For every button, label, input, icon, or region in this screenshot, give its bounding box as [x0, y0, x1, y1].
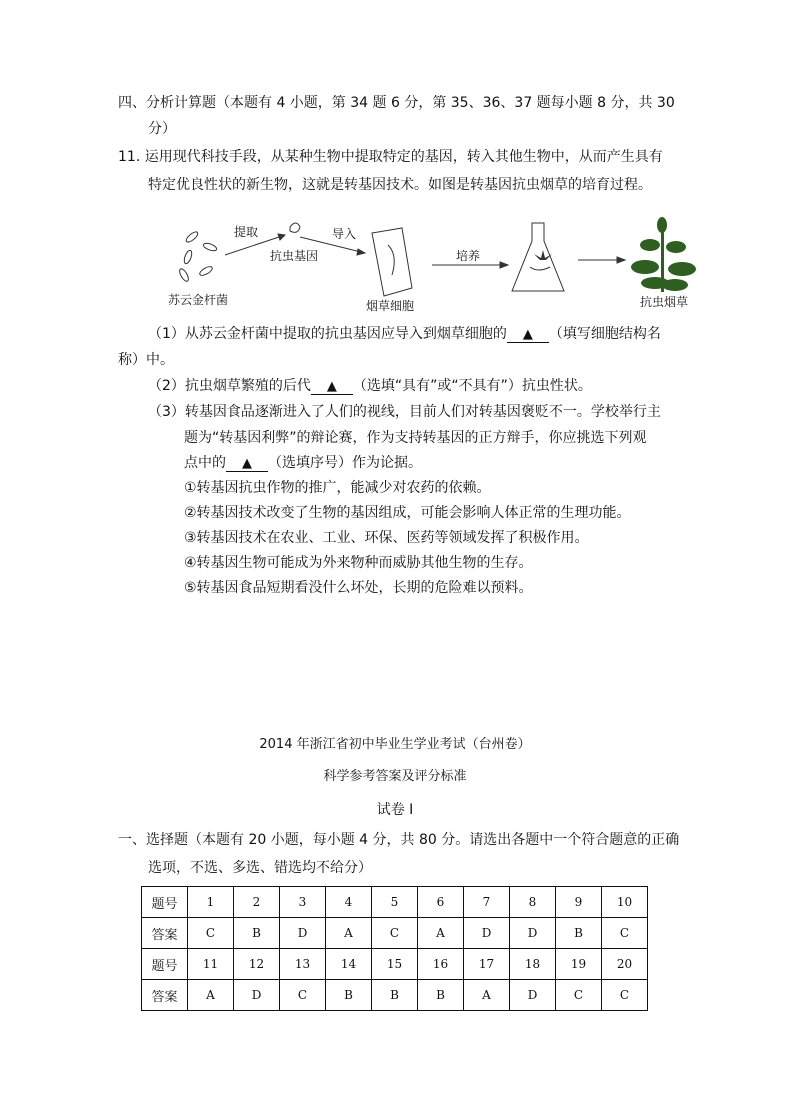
table-cell: 5: [372, 887, 418, 918]
transgenic-diagram: [0, 205, 790, 315]
table-cell: D: [464, 918, 510, 949]
table-cell: 16: [418, 949, 464, 980]
table-cell: A: [418, 918, 464, 949]
table-cell: C: [188, 918, 234, 949]
table-cell: 4: [326, 887, 372, 918]
table-cell: D: [510, 980, 556, 1011]
table-row: [142, 918, 648, 949]
table-cell: 17: [464, 949, 510, 980]
table-cell: 10: [602, 887, 648, 918]
table-cell: 8: [510, 887, 556, 918]
table-cell: B: [418, 980, 464, 1011]
section4-heading: 四、分析计算题（本题有 4 小题，第 34 题 6 分，第 35、36、37 题每小题 8 分，共 30: [118, 95, 675, 111]
row-header: 答案: [142, 980, 188, 1011]
option: ④转基因生物可能成为外来物种而威胁其他生物的生存。: [184, 555, 533, 571]
option: ⑤转基因食品短期看没什么坏处，长期的危险难以预料。: [184, 580, 533, 596]
label-plant: 抗虫烟草: [640, 295, 689, 309]
table-cell: C: [602, 980, 648, 1011]
table-cell: 2: [234, 887, 280, 918]
table-cell: D: [280, 918, 326, 949]
q3-text-d: （选填序号）作为论据。: [268, 455, 422, 471]
table-cell: D: [234, 980, 280, 1011]
section1-heading-cont: 选项，不选、多选、错选均不给分）: [148, 860, 372, 876]
section1-heading: 一、选择题（本题有 20 小题，每小题 4 分，共 80 分。请选出各题中一个符合题意的正确: [118, 832, 680, 848]
label-culture: 培养: [456, 249, 481, 263]
answer-blank: ▲: [311, 379, 353, 395]
answers-title: 2014 年浙江省初中毕业生学业考试（台州卷）: [259, 737, 531, 752]
table-cell: 7: [464, 887, 510, 918]
q2-text-b: （选填“具有”或“不具有”）抗虫性状。: [352, 378, 592, 394]
q1-cont: 称）中。: [118, 352, 174, 368]
paper-label: 试卷 I: [376, 802, 414, 818]
q1-text: （1）从苏云金杆菌中提取的抗虫基因应导入到烟草细胞的: [148, 326, 507, 342]
table-cell: 15: [372, 949, 418, 980]
table-cell: 3: [280, 887, 326, 918]
q11-line2: 特定优良性状的新生物，这就是转基因技术。如图是转基因抗虫烟草的培育过程。: [148, 177, 652, 193]
answer-blank: ▲: [507, 327, 549, 343]
label-gene: 抗虫基因: [270, 249, 319, 263]
table-cell: C: [602, 918, 648, 949]
table-cell: 20: [602, 949, 648, 980]
table-cell: 19: [556, 949, 602, 980]
option: ①转基因抗虫作物的推广，能减少对农药的依赖。: [184, 480, 491, 496]
table-cell: C: [556, 980, 602, 1011]
label-import: 导入: [332, 227, 357, 241]
question-3: （3）转基因食品逐渐进入了人们的视线，目前人们对转基因褒贬不一。学校举行主: [148, 404, 661, 420]
table-row: [142, 887, 648, 918]
table-cell: 12: [234, 949, 280, 980]
label-bacteria: 苏云金杆菌: [168, 293, 229, 307]
table-cell: A: [188, 980, 234, 1011]
table-cell: 11: [188, 949, 234, 980]
label-extract: 提取: [234, 225, 259, 239]
q2-text: （2）抗虫烟草繁殖的后代: [148, 378, 311, 394]
question-2: [148, 377, 592, 395]
row-header: 答案: [142, 918, 188, 949]
table-cell: D: [510, 918, 556, 949]
row-header: 题号: [142, 887, 188, 918]
row-header: 题号: [142, 949, 188, 980]
table-cell: 14: [326, 949, 372, 980]
answers-subtitle: 科学参考答案及评分标准: [323, 769, 467, 784]
table-cell: 1: [188, 887, 234, 918]
label-cell: 烟草细胞: [366, 299, 415, 313]
table-cell: B: [556, 918, 602, 949]
table-row: [142, 980, 648, 1011]
answer-blank: ▲: [226, 456, 268, 472]
section4-heading-cont: 分）: [148, 121, 176, 137]
q1-text-b: （填写细胞结构名: [548, 326, 661, 342]
option: ②转基因技术改变了生物的基因组成，可能会影响人体正常的生理功能。: [184, 505, 631, 521]
q3-cont2: [184, 454, 422, 472]
table-row: [142, 949, 648, 980]
question-1: [148, 325, 661, 343]
q3-cont: 题为“转基因利弊”的辩论赛，作为支持转基因的正方辩手，你应挑选下列观: [184, 430, 647, 446]
table-cell: A: [464, 980, 510, 1011]
table-cell: C: [280, 980, 326, 1011]
table-cell: 18: [510, 949, 556, 980]
table-cell: 6: [418, 887, 464, 918]
table-cell: 9: [556, 887, 602, 918]
table-cell: B: [234, 918, 280, 949]
table-cell: C: [372, 918, 418, 949]
table-cell: 13: [280, 949, 326, 980]
answer-table: [141, 886, 648, 1011]
q11-line1: 11. 运用现代科技手段，从某种生物中提取特定的基因，转入其他生物中，从而产生具有: [118, 149, 663, 165]
table-cell: A: [326, 918, 372, 949]
table-cell: B: [326, 980, 372, 1011]
option: ③转基因技术在农业、工业、环保、医药等领域发挥了积极作用。: [184, 530, 589, 546]
table-cell: B: [372, 980, 418, 1011]
q3-text-c: 点中的: [184, 455, 226, 471]
